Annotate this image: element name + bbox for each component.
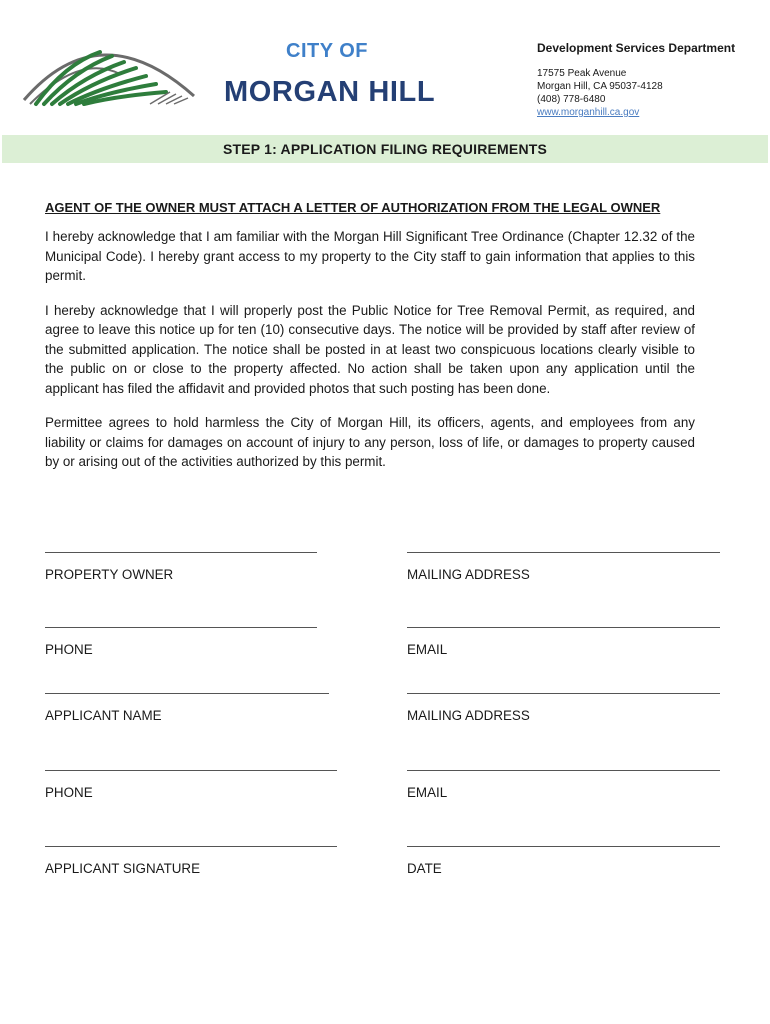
signature-line — [407, 770, 720, 771]
applicant-email-field[interactable] — [407, 770, 720, 800]
property-owner-label: PROPERTY OWNER — [45, 567, 174, 582]
city-logo-hills-icon — [20, 34, 202, 108]
requirements-body — [45, 200, 695, 487]
city-name-title: MORGAN HILL — [224, 76, 436, 108]
applicant-email-label: EMAIL — [407, 785, 448, 800]
signature-line — [45, 770, 337, 771]
signature-line — [45, 693, 329, 694]
acknowledgement-paragraph-1: I hereby acknowledge that I am familiar with the Morgan Hill Significant Tree Ordinance (Chapter 12.32 of the Municipal Code). I hereby grant access to my property to the City staff to gain information that applies to this permit. — [45, 229, 695, 283]
owner-phone-field[interactable] — [45, 627, 317, 657]
department-contact-block — [537, 41, 735, 119]
signature-line — [407, 627, 720, 628]
hold-harmless-paragraph: Permittee agrees to hold harmless the City of Morgan Hill, its officers, agents, and employees from any liability or claims for damages on account of injury to any person, loss of life, or damages to property caused by or arising out of the activities authorized by this permit. — [45, 415, 695, 469]
owner-phone-label: PHONE — [45, 642, 93, 657]
city-of-label: CITY OF — [286, 40, 369, 62]
applicant-phone-label: PHONE — [45, 785, 93, 800]
step-title: STEP 1: APPLICATION FILING REQUIREMENTS — [222, 141, 548, 157]
applicant-signature-field[interactable] — [45, 846, 337, 876]
acknowledgement-paragraph-2: I hereby acknowledge that I will properly post the Public Notice for Tree Removal Permit, as required, and agree to leave this notice up for ten (10) consecutive days. The notice will be provided by staff after review of the submitted application. The notice shall be posted in at least two conspicuous locations clearly visible to the public on or close to the property affected. No action shall be taken upon any application until the applicant has filed the affidavit and provided photos that such posting has been done. — [45, 302, 695, 396]
applicant-name-label: APPLICANT NAME — [45, 708, 162, 723]
agent-authorization-heading: AGENT OF THE OWNER MUST ATTACH A LETTER OF AUTHORIZATION FROM THE LEGAL OWNER — [45, 200, 661, 215]
applicant-phone-field[interactable] — [45, 770, 337, 800]
signature-line — [407, 846, 720, 847]
date-field[interactable] — [407, 846, 720, 876]
property-owner-field[interactable] — [45, 552, 317, 582]
owner-email-field[interactable] — [407, 627, 720, 657]
department-title: Development Services Department — [537, 41, 736, 55]
website-link[interactable]: www.morganhill.ca.gov — [537, 107, 640, 118]
applicant-name-field[interactable] — [45, 693, 329, 723]
signature-line — [45, 552, 317, 553]
applicant-mailing-address-label: MAILING ADDRESS — [407, 708, 530, 723]
signature-line — [407, 552, 720, 553]
signature-line — [407, 693, 720, 694]
applicant-mailing-address-field[interactable] — [407, 693, 720, 723]
signature-line — [45, 627, 317, 628]
date-label: DATE — [407, 861, 442, 876]
owner-mailing-address-field[interactable] — [407, 552, 720, 582]
address-line-1: 17575 Peak Avenue — [537, 68, 627, 79]
signature-line — [45, 846, 337, 847]
address-line-2: Morgan Hill, CA 95037-4128 — [537, 81, 663, 92]
owner-email-label: EMAIL — [407, 642, 448, 657]
owner-mailing-address-label: MAILING ADDRESS — [407, 567, 530, 582]
department-phone: (408) 778-6480 — [537, 94, 606, 105]
step-banner — [2, 135, 768, 163]
applicant-signature-label: APPLICANT SIGNATURE — [45, 861, 201, 876]
